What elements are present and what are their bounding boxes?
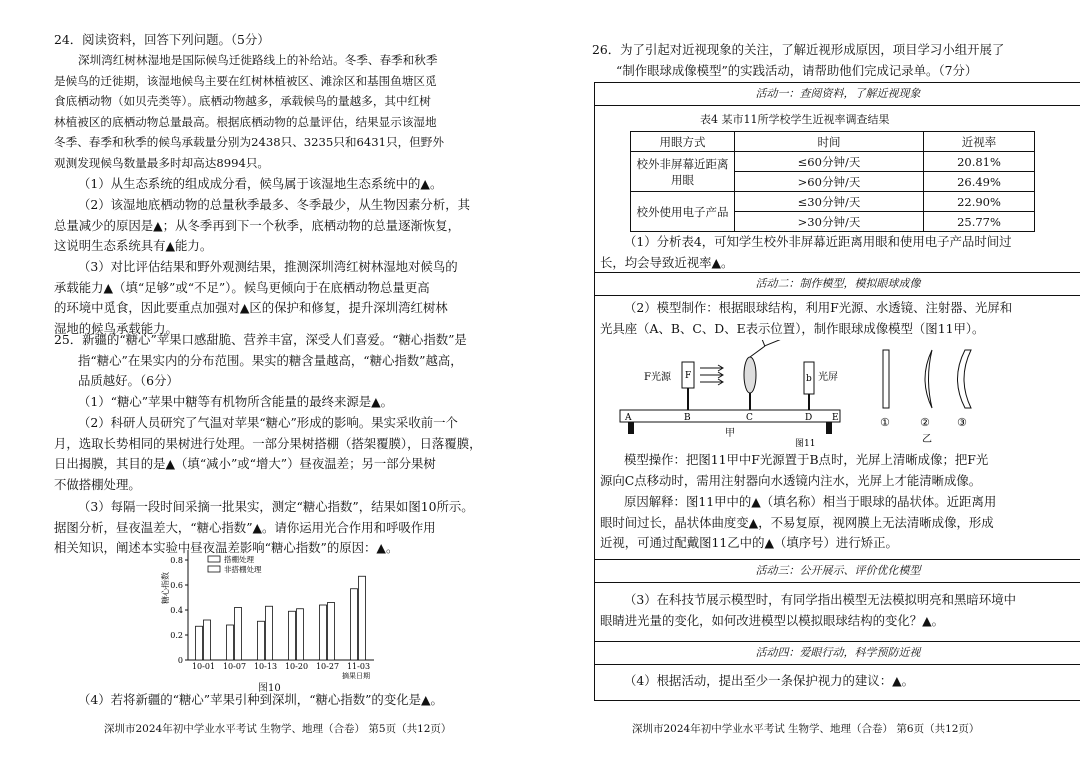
legend-swatch	[208, 556, 220, 562]
x-tick-label: 10-01	[191, 662, 216, 671]
footer-right: 深圳市2024年初中学业水平考试 生物学、地理（合卷） 第6页（共12页）	[632, 723, 980, 735]
text-line: 眼时间过长，晶状体曲度变▲，不易复原，视网膜上无法清晰成像，形成	[600, 514, 994, 530]
lens-num-2: ②	[920, 416, 930, 429]
y-tick-label: 0.4	[170, 606, 183, 615]
activity-2-bar: 活动二：制作模型，模拟眼球成像	[594, 272, 1080, 296]
y-axis-label: 糖心指数	[161, 572, 170, 604]
text-line: （3）每隔一段时间采摘一批果实，测定“糖心指数”，结果如图10所示。	[78, 499, 474, 514]
table4	[630, 131, 1035, 232]
x-tick-label: 11-03	[346, 662, 371, 671]
q26-sub2	[600, 298, 1012, 339]
text-line: （3）对比评估结果和野外观测结果，推测深圳湾红树林湿地对候鸟的	[78, 259, 458, 274]
x-tick-label: 10-13	[253, 662, 278, 671]
table-cell: ≤60分钟/天	[735, 152, 924, 172]
x-tick-label: 10-20	[284, 662, 309, 671]
x-tick-label: 10-07	[222, 662, 247, 671]
bar-shed	[258, 621, 265, 660]
q24-title: 24．阅读资料，回答下列问题。（5分）	[54, 32, 270, 47]
b-letter: b	[806, 374, 812, 384]
y-tick-label: 0.8	[170, 556, 183, 565]
bar-shed	[320, 605, 327, 660]
text-line: 26．为了引起对近视现象的关注，了解近视形成原因，项目学习小组开展了	[592, 42, 1005, 57]
material-line: 是候鸟的迁徙期，该湿地候鸟主要在红树林植被区、滩涂区和基围鱼塘区觅	[54, 73, 437, 88]
text-line: （4）根据活动，提出至少一条保护视力的建议：▲。	[624, 673, 915, 688]
text-line: （1）分析表4，可知学生校外非屏幕近距离用眼和使用电子产品时间过	[624, 234, 1012, 249]
table-cell: 20.81%	[924, 152, 1035, 172]
pos-a: A	[625, 413, 632, 423]
bar-shed	[227, 625, 234, 660]
table-cell: 22.90%	[924, 192, 1035, 212]
lens-num-1: ①	[880, 416, 890, 429]
legend-label: 搭棚处理	[224, 555, 254, 564]
text-line: 源向C点移动时，需用注射器向水透镜内注水，光屏上才能清晰成像。	[600, 472, 982, 488]
material-line: 观测发现候鸟数量最多时却高达8994只。	[54, 155, 270, 170]
bar-no-shed	[328, 603, 335, 661]
q25-sub2	[54, 413, 481, 495]
q26-sub1	[600, 232, 1012, 273]
text-line: 品质越好。（6分）	[78, 373, 179, 388]
activity-4-bar: 活动四：爱眼行动，科学预防近视	[594, 641, 1080, 665]
material-line: 冬季、春季和秋季的候鸟承载量分别为2438只、3235只和6431只，但野外	[54, 135, 444, 149]
y-tick-label: 0.6	[170, 581, 183, 590]
bench-stand-left	[628, 422, 634, 434]
q26-principle	[600, 492, 996, 554]
material-line: 深圳湾红树林湿地是国际候鸟迁徙路线上的补给站。冬季、春季和秋季	[78, 53, 438, 67]
text-line: 日出揭膜，其目的是▲（填“减小”或“增大”）昼夜温差；另一部分果树	[54, 456, 436, 471]
table-cell: >60分钟/天	[735, 172, 924, 192]
table-header: 时间	[735, 132, 924, 152]
text-line: （4）若将新疆的“糖心”苹果引种到深圳，“糖心指数”的变化是▲。	[78, 692, 443, 707]
y-tick-label: 0.2	[170, 631, 183, 640]
footer-left: 深圳市2024年初中学业水平考试 生物学、地理（合卷） 第5页（共12页）	[104, 723, 452, 735]
figure-10-caption: 图10	[258, 683, 281, 694]
text-line: 指“糖心”在果实内的分布范围。果实的糖含量越高，“糖心指数”越高，	[78, 352, 463, 368]
text-line: 这说明生态系统具有▲能力。	[54, 238, 213, 253]
table-cell-group: 校外使用电子产品	[631, 192, 735, 232]
lens-1-flat	[883, 350, 889, 408]
lens-2-convex	[925, 350, 932, 408]
q26-title	[592, 40, 1004, 81]
q26-sub4	[600, 671, 914, 692]
text-line: 长，均会导致近视率▲。	[600, 254, 734, 270]
text-line: 总量减少的原因是▲；从冬季再到下一个秋季，底栖动物的总量逐渐恢复，	[54, 217, 461, 233]
table4-caption: 表4 某市11所学校学生近视率调查结果	[700, 113, 890, 126]
text-line: 据图分析，昼夜温差大，“糖心指数”▲。请你运用光合作用和呼吸作用	[54, 519, 436, 535]
bar-no-shed	[204, 620, 211, 660]
text-line: （2）模型制作：根据眼球结构，利用F光源、水透镜、注射器、光屏和	[624, 300, 1013, 315]
q26-operation	[600, 450, 988, 491]
text-line: “制作眼球成像模型”的实践活动，请帮助他们完成记录单。（7分）	[616, 62, 978, 78]
q24-material	[54, 50, 444, 173]
table-header: 用眼方式	[631, 132, 735, 152]
table-row	[631, 152, 1035, 172]
q24-sub1	[54, 174, 442, 195]
figure-11-caption: 图11	[795, 439, 816, 449]
activity-1-bar: 活动一：查阅资料，了解近视现象	[594, 82, 1080, 106]
y-tick-label: 0	[177, 656, 183, 665]
legend-label: 非搭棚处理	[224, 565, 262, 574]
pos-b: B	[684, 413, 691, 423]
syringe	[750, 340, 806, 357]
table-row	[631, 192, 1035, 212]
lens-3-concave	[958, 350, 972, 408]
table-cell: 26.49%	[924, 172, 1035, 192]
q24-sub2	[54, 195, 470, 257]
text-line: 模型操作：把图11甲中F光源置于B点时，光屏上清晰成像；把F光	[624, 452, 989, 467]
legend-swatch	[208, 566, 220, 572]
x-tick-label: 10-27	[315, 662, 340, 671]
q26-sub3	[600, 590, 1016, 631]
q24-sub3	[54, 257, 458, 339]
f-letter: F	[685, 371, 692, 381]
bar-no-shed	[297, 609, 304, 660]
table-cell: 25.77%	[924, 212, 1035, 232]
text-line: （2）该湿地底栖动物的总量秋季最多、冬季最少，从生物因素分析，其	[78, 197, 470, 212]
light-rays	[700, 365, 723, 385]
figure-10-chart	[160, 548, 400, 688]
material-line: 林植被区的底栖动物总量最高。根据底栖动物的总量评估，结果显示该湿地	[54, 114, 437, 129]
text-line: 湿地的候鸟承载能力。	[54, 320, 178, 336]
text-line: 的环境中觅食，因此要重点加强对▲区的保护和修复，提升深圳湾红树林	[54, 300, 448, 315]
table-cell-group: 校外非屏幕近距离用眼	[631, 152, 735, 192]
text-line: 承载能力▲（填“足够”或“不足”）。候鸟更倾向于在底栖动物总量更高	[54, 279, 430, 295]
water-lens	[744, 357, 756, 393]
q25-title	[54, 330, 467, 392]
lens-num-3: ③	[957, 416, 967, 429]
x-axis-label: 摘果日期	[342, 672, 370, 680]
label-jia: 甲	[725, 428, 735, 439]
right-page	[540, 0, 1080, 767]
material-line: 食底栖动物（如贝壳类等）。底栖动物越多，承载候鸟的量越多，其中红树	[54, 94, 431, 108]
text-line: 原因解释：图11甲中的▲（填名称）相当于眼球的晶状体。近距离用	[624, 494, 997, 509]
table-cell: ≤30分钟/天	[735, 192, 924, 212]
bar-shed	[351, 589, 358, 660]
q25-sub1	[54, 392, 393, 413]
bar-no-shed	[359, 576, 366, 660]
bar-no-shed	[235, 608, 242, 661]
table-cell: >30分钟/天	[735, 212, 924, 232]
bar-shed	[196, 626, 203, 660]
bar-no-shed	[266, 606, 273, 660]
text-line: （2）科研人员研究了气温对苹果“糖心”形成的影响。果实采收前一个	[78, 415, 458, 430]
text-line: 不做搭棚处理。	[54, 476, 141, 492]
text-line: 25．新疆的“糖心”苹果口感甜脆、营养丰富，深受人们喜爱。“糖心指数”是	[54, 332, 467, 347]
text-line: 眼睛进光量的变化，如何改进模型以模拟眼球结构的变化？▲。	[600, 612, 945, 628]
screen-label: 光屏	[818, 372, 838, 383]
text-line: （1）“糖心”苹果中糖等有机物所含能量的最终来源是▲。	[78, 394, 394, 409]
activity-3-bar: 活动三：公开展示、评价优化模型	[594, 559, 1080, 583]
pos-d: D	[805, 413, 813, 423]
q25-sub4	[54, 690, 443, 711]
table-header: 近视率	[924, 132, 1035, 152]
figure-11-diagram	[600, 340, 1070, 450]
label-yi: 乙	[922, 434, 932, 445]
table-header-row	[631, 132, 1035, 152]
text-line: 光具座（A、B、C、D、E表示位置），制作眼球成像模型（图11甲）。	[600, 320, 985, 336]
pos-c: C	[746, 413, 753, 423]
f-light-label: F光源	[644, 372, 671, 383]
bar-shed	[289, 611, 296, 660]
text-line: 相关知识，阐述本实验中昼夜温差影响“糖心指数”的原因：▲。	[54, 540, 399, 555]
text-line: （3）在科技节展示模型时，有同学指出模型无法模拟明亮和黑暗环境中	[624, 592, 1016, 607]
text-line: （1）从生态系统的组成成分看，候鸟属于该湿地生态系统中的▲。	[78, 176, 443, 191]
text-line: 近视，可通过配戴图11乙中的▲（填序号）进行矫正。	[600, 535, 898, 550]
text-line: 月，选取长势相同的果树进行处理。一部分果树搭棚（搭架覆膜），日落覆膜，	[54, 435, 482, 451]
pos-e: E	[832, 413, 839, 423]
bench-stand-right	[826, 422, 832, 434]
